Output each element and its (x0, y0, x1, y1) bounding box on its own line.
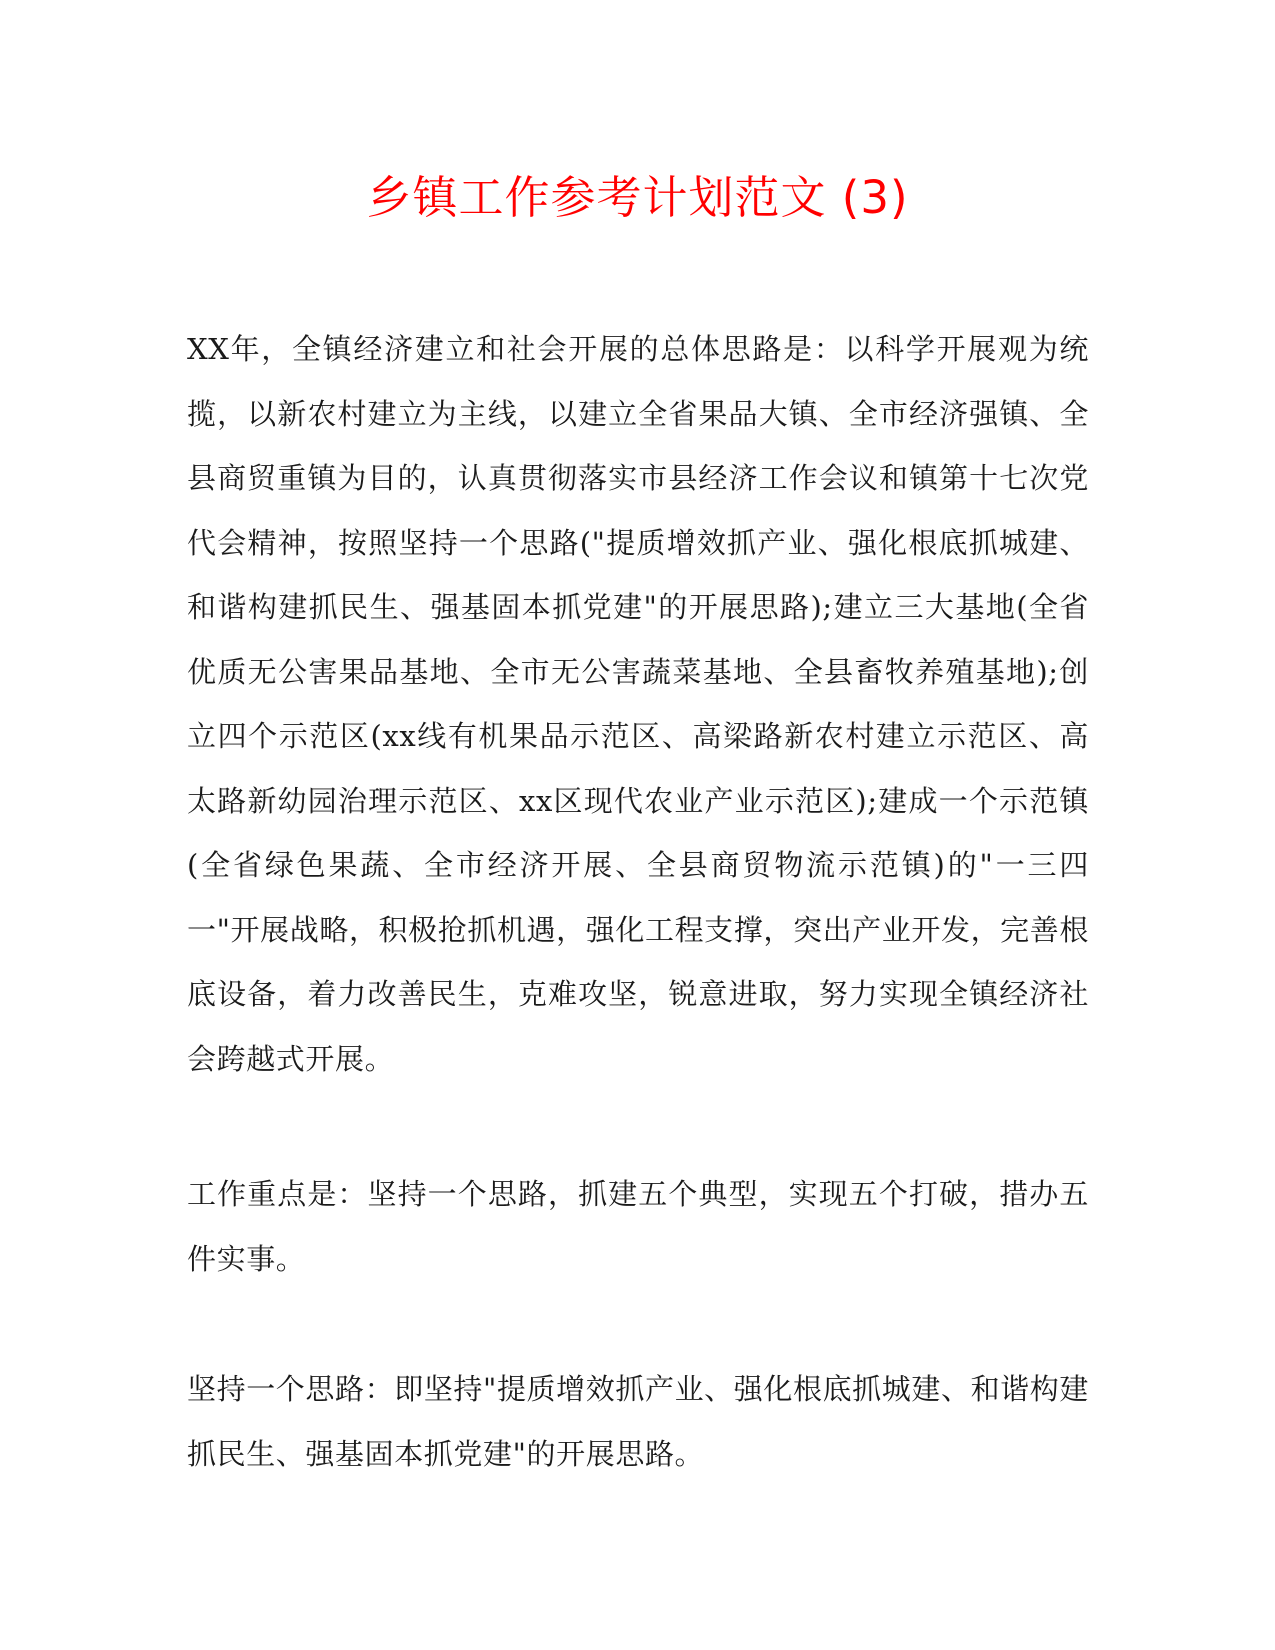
paragraph-work-focus: 工作重点是：坚持一个思路，抓建五个典型，实现五个打破，措办五件实事。 (187, 1177, 1089, 1276)
document-title: 乡镇工作参考计划范文 (3) (366, 171, 909, 224)
paragraph-one-approach: 坚持一个思路：即坚持"提质增效抓产业、强化根底抓城建、和谐构建抓民生、强基固本抓党建"的开展思路。 (187, 1372, 1089, 1471)
paragraph-overall-plan: XX年，全镇经济建立和社会开展的总体思路是：以科学开展观为统揽，以新农村建立为主线，以建立全省果品大镇、全市经济强镇、全县商贸重镇为目的，认真贯彻落实市县经济工作会议和镇第十七次党代会精神，按照坚持一个思路("提质增效抓产业、强化根底抓城建、和谐构建抓民生、强基固本抓党建"的开展思路);建立三大基地(全省优质无公害果品基地、全市无公害蔬菜基地、全县畜牧养殖基地);创立四个示范区(xx线有机果品示范区、高梁路新农村建立示范区、高太路新幼园治理示范区、xx区现代农业产业示范区);建成一个示范镇(全省绿色果蔬、全市经济开展、全县商贸物流示范镇)的"一三四一"开展战略，积极抢抓机遇，强化工程支撑，突出产业开发，完善根底设备，着力改善民生，克难攻坚，锐意进取，努力实现全镇经济社会跨越式开展。 (187, 332, 1089, 1076)
